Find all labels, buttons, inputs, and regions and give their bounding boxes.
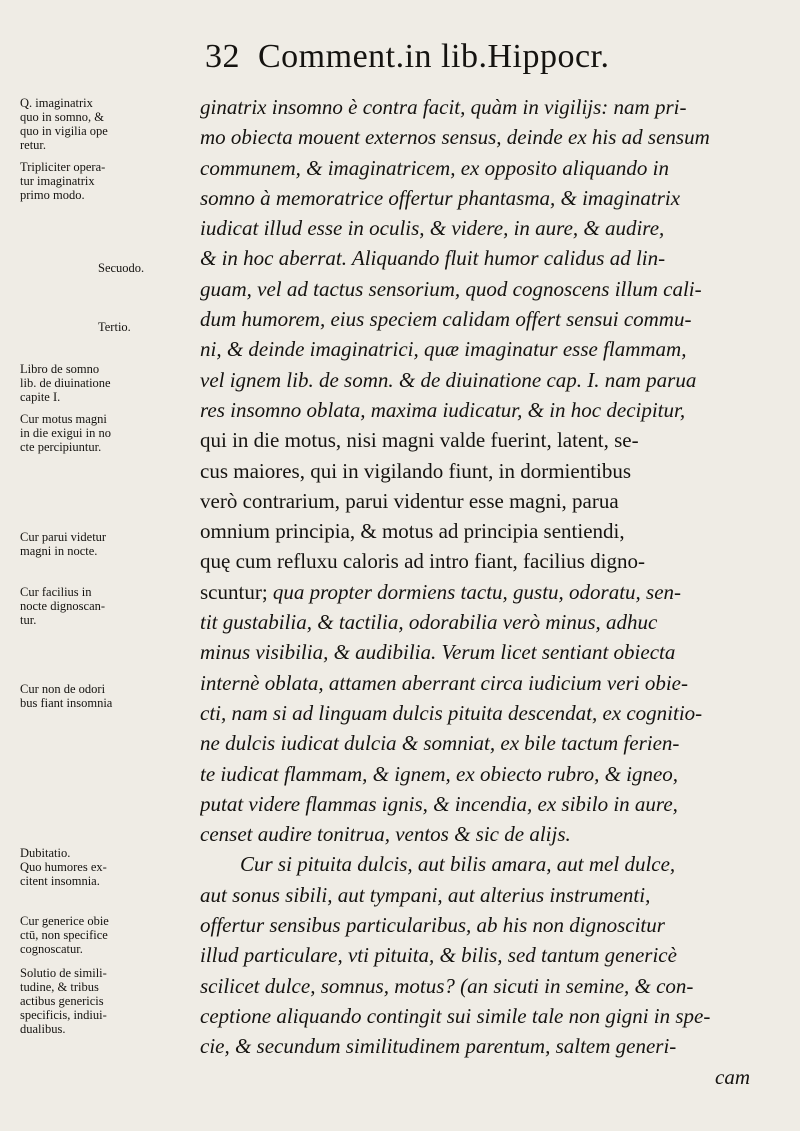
text-line: offertur sensibus particularibus, ab his non dignoscitur — [200, 913, 665, 938]
text-line: ginatrix insomno è contra facit, quàm in vigilijs: nam pri- — [200, 95, 687, 119]
text-roman-part: scuntur; — [200, 579, 273, 604]
margin-note — [20, 530, 210, 558]
margin-note — [20, 96, 210, 152]
text-line: iudicat illud esse in oculis, & videre, in aure, & audire, — [200, 216, 665, 241]
margin-note-line: Q. imaginatrix — [20, 96, 93, 110]
margin-note-line: Tertio. — [98, 320, 131, 334]
margin-note — [20, 585, 210, 627]
text-italic-part: qua propter dormiens tactu, gustu, odoratu, sen- — [272, 579, 682, 604]
margin-note-line: capite I. — [20, 390, 61, 404]
text-line: cam — [715, 1064, 750, 1089]
margin-note — [20, 914, 210, 956]
text-line: qui in die motus, nisi magni valde fuerint, latent, se- — [200, 428, 639, 453]
margin-note — [20, 682, 210, 710]
text-line: illud particulare, vti pituita, & bilis, sed tantum genericè — [200, 943, 677, 968]
margin-note-line: tur. — [20, 613, 37, 627]
text-line: censet audire tonitrua, ventos & sic de alijs. — [200, 822, 571, 847]
margin-note-line: lib. de diuinatione — [20, 376, 111, 390]
text-line: dum humorem, eius speciem calidam offert sensui commu- — [200, 307, 692, 332]
text-line: somno à memoratrice offertur phantasma, & imaginatrix — [200, 185, 681, 210]
margin-note — [20, 966, 210, 1036]
margin-note-line: Tripliciter opera- — [20, 160, 106, 174]
margin-note-line: Cur parui videtur — [20, 530, 107, 544]
margin-note-line: Cur facilius in — [20, 585, 92, 599]
running-title: Comment.in lib.Hippocr. — [258, 38, 610, 75]
margin-note — [20, 362, 210, 404]
text-line: communem, & imaginatricem, ex opposito aliquando in — [200, 155, 669, 180]
margin-note-line: retur. — [20, 138, 47, 152]
text-line: scilicet dulce, somnus, motus? (an sicuti in semine, & con- — [200, 973, 694, 998]
text-line: cus maiores, qui in vigilando fiunt, in dormientibus — [200, 458, 632, 483]
margin-note — [20, 412, 210, 454]
margin-note — [20, 846, 210, 888]
margin-note-line: tudine, & tribus — [20, 980, 99, 994]
text-line: putat videre flammas ignis, & incendia, ex sibilo in aure, — [200, 791, 678, 816]
text-line: ceptione aliquando contingit sui simile tale non gigni in spe- — [200, 1003, 711, 1028]
text-line: quę cum refluxu caloris ad intro fiant, facilius digno- — [200, 549, 645, 574]
margin-note — [20, 320, 210, 334]
margin-note-line: citent insomnia. — [20, 874, 100, 888]
margin-note-line: Libro de somno — [20, 362, 100, 376]
margin-note-line: Quo humores ex- — [20, 860, 107, 874]
text-line: cie, & secundum similitudinem parentum, saltem generi- — [200, 1034, 677, 1059]
margin-note-line: Cur non de odori — [20, 682, 106, 696]
text-line: verò contrarium, parui videntur esse magni, parua — [200, 488, 619, 513]
text-line: vel ignem lib. de somn. & de diuinatione cap. I. nam parua — [200, 367, 697, 392]
text-line: Cur si pituita dulcis, aut bilis amara, aut mel dulce, — [240, 852, 676, 877]
margin-note-line: cognoscatur. — [20, 942, 83, 956]
margin-note-line: bus fiant insomnia — [20, 696, 113, 710]
text-line: internè oblata, attamen aberrant circa iudicium veri obie- — [200, 670, 688, 695]
text-line: omnium principia, & motus ad principia sentiendi, — [200, 519, 625, 544]
margin-note-line: Cur generice obie — [20, 914, 109, 928]
margin-note-line: specificis, indiui- — [20, 1008, 107, 1022]
text-line: guam, vel ad tactus sensorium, quod cognoscens illum cali- — [200, 276, 702, 301]
text-line — [200, 577, 790, 607]
margin-note-line: Cur motus magni — [20, 412, 107, 426]
margin-note-line: primo modo. — [20, 188, 85, 202]
text-line: tit gustabilia, & tactilia, odorabilia verò minus, adhuc — [200, 610, 658, 635]
margin-note-line: Secuodo. — [98, 261, 145, 275]
margin-note — [20, 160, 210, 202]
text-line: ne dulcis iudicat dulcia & somniat, ex bile tactum ferien- — [200, 731, 680, 756]
margin-note — [20, 261, 210, 275]
margin-note-line: tur imaginatrix — [20, 174, 95, 188]
text-line: res insomno oblata, maxima iudicatur, & in hoc decipitur, — [200, 397, 686, 422]
text-line: cti, nam si ad linguam dulcis pituita descendat, ex cognitio- — [200, 700, 703, 725]
margin-note-line: in die exigui in no — [20, 426, 111, 440]
margin-note-line: nocte dignoscan- — [20, 599, 106, 613]
margin-note-line: quo in somno, & — [20, 110, 105, 124]
text-line: ni, & deinde imaginatrici, quæ imaginatur esse flammam, — [200, 337, 687, 362]
text-line: aut sonus sibili, aut tympani, aut alterius instrumenti, — [200, 882, 651, 907]
text-line: minus visibilia, & audibilia. Verum licet sentiant obiecta — [200, 640, 676, 665]
text-line: & in hoc aberrat. Aliquando fluit humor calidus ad lin- — [200, 246, 666, 271]
page-number: 32 — [205, 38, 240, 75]
margin-note-line: cte percipiuntur. — [20, 440, 102, 454]
text-line: mo obiecta mouent externos sensus, deinde ex his ad sensum — [200, 125, 710, 150]
margin-note-line: Dubitatio. — [20, 846, 71, 860]
running-header — [205, 38, 790, 76]
margin-note-line: actibus genericis — [20, 994, 104, 1008]
margin-note-line: dualibus. — [20, 1022, 66, 1036]
margin-note-line: Solutio de simili- — [20, 966, 107, 980]
margin-note-line: quo in vigilia ope — [20, 124, 108, 138]
main-text-block — [200, 92, 790, 1092]
margin-note-line: ctū, non specifice — [20, 928, 108, 942]
text-line: te iudicat flammam, & ignem, ex obiecto rubro, & igneo, — [200, 761, 679, 786]
margin-note-line: magni in nocte. — [20, 544, 98, 558]
